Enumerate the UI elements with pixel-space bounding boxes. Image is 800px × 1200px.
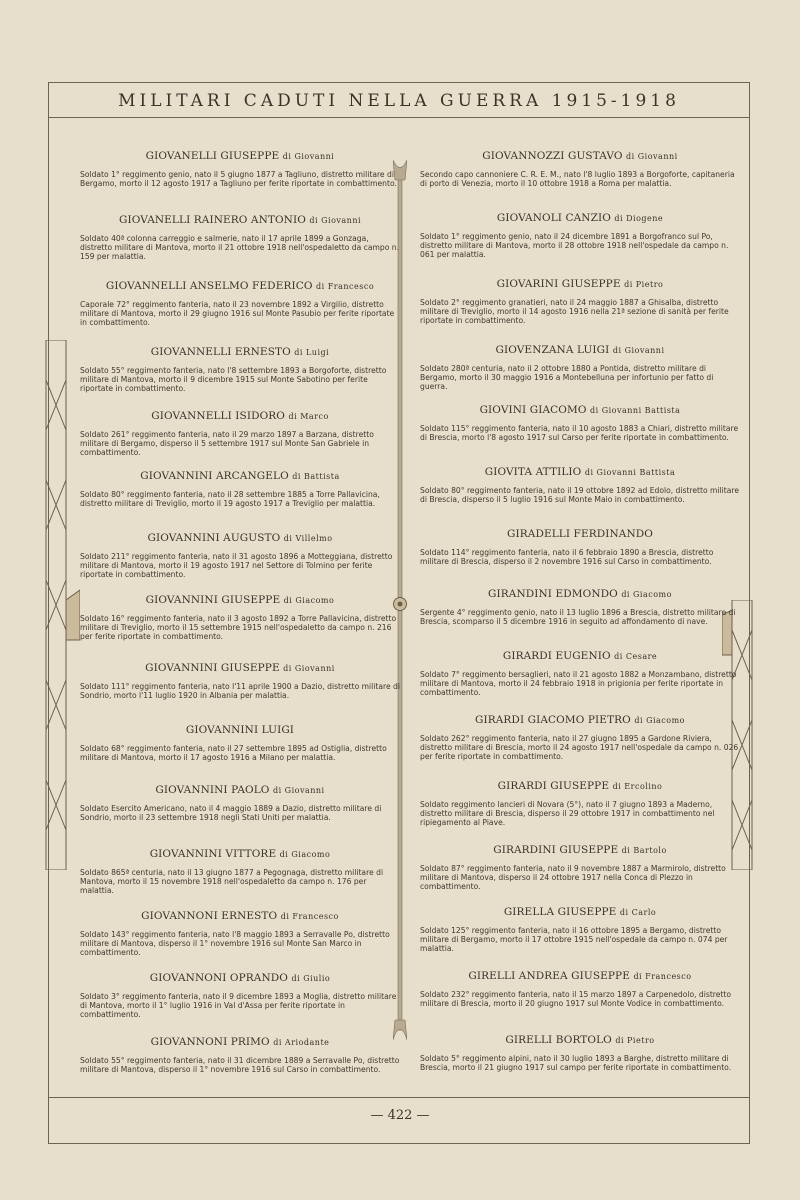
entry-name-text: GIOVARINI GIUSEPPE (496, 278, 621, 290)
entry-name-text: GIRARDI GIACOMO PIETRO (475, 714, 631, 726)
entry (420, 844, 740, 892)
entry-name-text: GIOVANNINI VITTORE (149, 848, 277, 860)
entry-name (420, 714, 740, 726)
entry-name-text: GIOVANNELLI ANSELMO FEDERICO (105, 280, 313, 292)
entry (420, 528, 740, 566)
entry-name (80, 280, 400, 292)
entry-name-text: GIOVENZANA LUIGI (495, 344, 610, 356)
entry-father: di Cesare (614, 652, 658, 661)
page-title: MILITARI CADUTI NELLA GUERRA 1915-1918 (48, 82, 750, 118)
entry-name (80, 470, 400, 482)
entry (80, 346, 400, 394)
entry-name (80, 214, 400, 226)
entry-name (420, 404, 740, 416)
entry-name (80, 532, 400, 544)
entry-father: di Bartolo (621, 846, 667, 855)
entry (420, 150, 740, 188)
entry-name-text: GIOVANNINI GIUSEPPE (145, 594, 281, 606)
entry-description: Soldato 280ª centuria, nato il 2 ottobre 1880 a Pontida, distretto militare di Bergamo, morto il 30 maggio 1916 a Montebelluna per infortunio per fatto di guerra. (420, 364, 714, 392)
entry-name-text: GIRARDINI GIUSEPPE (493, 844, 619, 856)
entry-name (80, 972, 400, 984)
entry-father: di Giacomo (621, 590, 672, 599)
entry (420, 588, 740, 626)
entry-name (420, 970, 740, 982)
entry (80, 214, 400, 262)
entry (80, 910, 400, 958)
entry-father: di Francesco (280, 912, 339, 921)
entry-name (80, 594, 400, 606)
entry-description: Soldato 115° reggimento fanteria, nato il 10 agosto 1883 a Chiari, distretto militare di Brescia, morto l'8 agosto 1917 sul Carso per ferite riportate in combattimento. (420, 424, 739, 443)
entry-father: di Ariodante (273, 1038, 330, 1047)
entry-description: Soldato 125° reggimento fanteria, nato il 16 ottobre 1895 a Bergamo, distretto militare di Bergamo, morto il 17 ottobre 1915 nell'ospedale da campo n. 074 per malattia. (420, 926, 728, 954)
entry (80, 662, 400, 700)
entry-father: di Villelmo (283, 534, 333, 543)
entry-name-text: GIOVANELLI RAINERO ANTONIO (118, 214, 306, 226)
entry-name-text: GIOVANNELLI ISIDORO (151, 410, 286, 422)
entry-name (420, 528, 740, 540)
entry-father: di Giovanni (309, 216, 362, 225)
entry-father: di Luigi (294, 348, 330, 357)
entry-name (420, 278, 740, 290)
entry-description: Soldato 865ª centuria, nato il 13 giugno 1877 a Pegognaga, distretto militare di Mantova, morto il 15 novembre 1918 nell'ospedaletto da campo n. 176 per malattia. (80, 868, 384, 896)
entry (80, 470, 400, 508)
entry-name-text: GIOVANNONI ERNESTO (141, 910, 278, 922)
entry (420, 906, 740, 954)
entry-name (420, 588, 740, 600)
entry-name (80, 1036, 400, 1048)
entry (80, 1036, 400, 1074)
entry-name-text: GIRARDI GIUSEPPE (497, 780, 610, 792)
entry-name (80, 410, 400, 422)
entry-name (420, 212, 740, 224)
entry (80, 280, 400, 328)
entry (80, 532, 400, 580)
entry (80, 784, 400, 822)
entry-father: di Pietro (615, 1036, 655, 1045)
entry-father: di Giacomo (279, 850, 331, 859)
entry (420, 212, 740, 260)
entry-name-text: GIOVANNONI OPRANDO (149, 972, 289, 984)
entry-name (420, 650, 740, 662)
entry (420, 780, 740, 828)
entry (80, 594, 400, 642)
entry-description: Soldato 7° reggimento bersaglieri, nato il 21 agosto 1882 a Monzambano, distretto militare di Mantova, morto il 24 febbraio 1918 in prigionia per ferite riportate in combattimento. (420, 670, 737, 698)
entry (420, 714, 740, 762)
entry-name (80, 724, 400, 736)
entry (80, 724, 400, 762)
entry-description: Soldato 55° reggimento fanteria, nato il 31 dicembre 1889 a Serravalle Po, distretto militare di Mantova, disperso il 1° novembre 1916 sul Carso in combattimento. (80, 1056, 400, 1075)
entry-description: Soldato 262° reggimento fanteria, nato il 27 giugno 1895 a Gardone Riviera, distretto militare di Brescia, morto il 24 agosto 1917 nell'ospedale da campo n. 026 per ferite riportate in combattimento. (420, 734, 739, 762)
entry-description: Soldato 80° reggimento fanteria, nato il 19 ottobre 1892 ad Edolo, distretto militare di Brescia, disperso il 5 luglio 1916 sul Monte Maio in combattimento. (420, 486, 740, 505)
entry-description: Secondo capo cannoniere C. R. E. M., nato l'8 luglio 1893 a Borgoforte, capitaneria di porto di Venezia, morto il 10 ottobre 1918 a Roma per malattia. (420, 170, 735, 189)
entry-description: Soldato 261° reggimento fanteria, nato il 29 marzo 1897 a Barzana, distretto militare di Bergamo, disperso il 5 settembre 1917 sul Monte San Gabriele in combattimento. (80, 430, 374, 458)
entry-father: di Giulio (291, 974, 331, 983)
entry-father: di Giovanni Battista (590, 406, 681, 415)
entry-father: di Giovanni (272, 786, 325, 795)
entry-description: Soldato 114° reggimento fanteria, nato il 6 febbraio 1890 a Brescia, distretto militare di Brescia, disperso il 2 novembre 1916 sul Carso in combattimento. (420, 548, 714, 567)
entry-description: Soldato 232° reggimento fanteria, nato il 15 marzo 1897 a Carpenedolo, distretto militare di Brescia, morto il 20 giugno 1917 sul Monte Vodice in combattimento. (420, 990, 732, 1009)
left-fasces-ornament (32, 340, 80, 870)
entry-name-text: GIOVANNOZZI GUSTAVO (482, 150, 623, 162)
entry-name (420, 844, 740, 856)
entry-name-text: GIOVANNONI PRIMO (150, 1036, 270, 1048)
entry-name-text: GIOVANNINI PAOLO (155, 784, 270, 796)
entry-description: Soldato 80° reggimento fanteria, nato il 28 settembre 1885 a Torre Pallavicina, distretto militare di Treviglio, morto il 19 agosto 1917 a Treviglio per malattia. (80, 490, 380, 509)
entry-father: di Giovanni (612, 346, 665, 355)
entry-description: Soldato 1° reggimento genio, nato il 5 giugno 1877 a Tagliuno, distretto militare di Bergamo, morto il 12 agosto 1917 a Tagliuno per ferite riportate in combattimento. (80, 170, 397, 189)
entry-name-text: GIOVANNELLI ERNESTO (150, 346, 291, 358)
entry-father: di Giovanni (282, 152, 335, 161)
entry-father: di Giovanni (626, 152, 678, 161)
entry-name (80, 150, 400, 162)
entry-father: di Giovanni Battista (584, 468, 676, 477)
entry-father: di Francesco (633, 972, 692, 981)
entry-description: Soldato 5° reggimento alpini, nato il 30 luglio 1893 a Barghe, distretto militare di Brescia, morto il 21 giugno 1917 sul campo per ferite riportate in combattimento. (420, 1054, 732, 1073)
entry-description: Soldato 2° reggimento granatieri, nato il 24 maggio 1887 a Ghisalba, distretto militare di Treviglio, morto il 14 agosto 1916 nella 21ª sezione di sanità per ferite riportate in combattimento. (420, 298, 729, 326)
entry-name (420, 1034, 740, 1046)
entry-name-text: GIRANDINI EDMONDO (488, 588, 618, 600)
entry-description: Soldato 40ª colonna carreggio e salmerie, nato il 17 aprile 1899 a Gonzaga, distretto militare di Mantova, morto il 21 ottobre 1918 nell'ospedaletto da campo n. 159 per malattia. (80, 234, 400, 262)
entry-name (80, 662, 400, 674)
entry-description: Soldato 211° reggimento fanteria, nato il 31 agosto 1896 a Motteggiana, distretto militare di Mantova, morto il 19 agosto 1917 nel Settore di Tolmino per ferite riportate in combattimento. (80, 552, 393, 580)
entry-description: Soldato 16° reggimento fanteria, nato il 3 agosto 1892 a Torre Pallavicina, distretto militare di Treviglio, morto il 15 settembre 1915 nell'ospedaletto da campo n. 216 per ferite riportate in combattimento. (80, 614, 397, 642)
entry-name (80, 346, 400, 358)
entry-name-text: GIOVANNINI GIUSEPPE (145, 662, 280, 674)
entry-name-text: GIRARDI EUGENIO (502, 650, 611, 662)
entry-description: Soldato 1° reggimento genio, nato il 24 dicembre 1891 a Borgofranco sul Po, distretto militare di Mantova, morto il 28 ottobre 1918 nell'ospedale da campo n. 061 per malattia. (420, 232, 729, 260)
entry-description: Soldato 111° reggimento fanteria, nato l'11 aprile 1900 a Dazio, distretto militare di Sondrio, morto l'11 luglio 1920 in Albania per malattia. (80, 682, 400, 701)
entry-father: di Diogene (614, 214, 664, 223)
entry-description: Soldato 3° reggimento fanteria, nato il 9 dicembre 1893 a Moglia, distretto militare di Mantova, morto il 1° luglio 1916 in Val d'Assa per ferite riportate in combattimento. (80, 992, 397, 1020)
entry-name (420, 466, 740, 478)
entry-name-text: GIOVANNINI ARCANGELO (140, 470, 289, 482)
entry-name (80, 848, 400, 860)
entry-name-text: GIOVINI GIACOMO (479, 404, 587, 416)
entry-description: Caporale 72° reggimento fanteria, nato il 23 novembre 1892 a Virgilio, distretto militare di Mantova, morto il 29 giugno 1916 sul Monte Pasubio per ferite riportate in combattimento. (80, 300, 395, 328)
entry-name-text: GIOVANOLI CANZIO (496, 212, 611, 224)
entry-name-text: GIOVANNINI AUGUSTO (147, 532, 281, 544)
entry-name (80, 784, 400, 796)
entry (420, 970, 740, 1008)
entry-name (420, 780, 740, 792)
entry-father: di Pietro (624, 280, 664, 289)
entry-description: Sergente 4° reggimento genio, nato il 13 luglio 1896 a Brescia, distretto militare di Brescia, scomparso il 5 dicembre 1916 in seguito ad affondamento di nave. (420, 608, 736, 627)
entry-name-text: GIRADELLI FERDINANDO (507, 528, 653, 540)
entry (420, 404, 740, 442)
entry-name (420, 344, 740, 356)
entry-father: di Francesco (316, 282, 375, 291)
entry-description: Soldato reggimento lancieri di Novara (5°), nato il 7 giugno 1893 a Maderno, distretto militare di Brescia, disperso il 29 ottobre 1917 in combattimento nel ripiegamento al Piave. (420, 800, 715, 828)
entry-name-text: GIOVANNINI LUIGI (185, 724, 295, 736)
entry-name (420, 906, 740, 918)
entry-description: Soldato Esercito Americano, nato il 4 maggio 1889 a Dazio, distretto militare di Sondrio, morto il 23 settembre 1918 negli Stati Uniti per malattia. (80, 804, 382, 823)
entry-description: Soldato 55° reggimento fanteria, nato l'8 settembre 1893 a Borgoforte, distretto militare di Mantova, morto il 9 dicembre 1915 sul Monte Sabotino per ferite riportate in combattimento. (80, 366, 387, 394)
entry-description: Soldato 68° reggimento fanteria, nato il 27 settembre 1895 ad Ostiglia, distretto militare di Mantova, morto il 17 agosto 1916 a Milano per malattia. (80, 744, 387, 763)
entry (80, 848, 400, 896)
entry-father: di Marco (288, 412, 329, 421)
entry-name-text: GIRELLI BORTOLO (505, 1034, 612, 1046)
entry-description: Soldato 87° reggimento fanteria, nato il 9 novembre 1887 a Marmirolo, distretto militare di Mantova, disperso il 24 ottobre 1917 nella Conca di Plezzo in combattimento. (420, 864, 726, 892)
entry-name-text: GIOVANELLI GIUSEPPE (145, 150, 280, 162)
entry-name-text: GIRELLA GIUSEPPE (503, 906, 617, 918)
entry (80, 410, 400, 458)
page-number: — 422 — (370, 1108, 430, 1123)
entry (420, 344, 740, 392)
entry (80, 972, 400, 1020)
entry (420, 278, 740, 326)
entry-father: di Giovanni (283, 664, 335, 673)
entry-name-text: GIRELLI ANDREA GIUSEPPE (468, 970, 630, 982)
entry-name-text: GIOVITA ATTILIO (484, 466, 582, 478)
entry (420, 466, 740, 504)
entry-father: di Giacomo (634, 716, 685, 725)
entry (420, 650, 740, 698)
entry-description: Soldato 143° reggimento fanteria, nato l'8 maggio 1893 a Serravalle Po, distretto militare di Mantova, disperso il 1° novembre 1916 sul Monte San Marco in combattimento. (80, 930, 390, 958)
footer-divider (48, 1097, 750, 1098)
entry-father: di Giacomo (283, 596, 335, 605)
entry (80, 150, 400, 188)
entry-name (80, 910, 400, 922)
entry (420, 1034, 740, 1072)
entry-father: di Battista (292, 472, 340, 481)
entry-name (420, 150, 740, 162)
entry-father: di Ercolino (612, 782, 663, 791)
entry-father: di Carlo (619, 908, 657, 917)
